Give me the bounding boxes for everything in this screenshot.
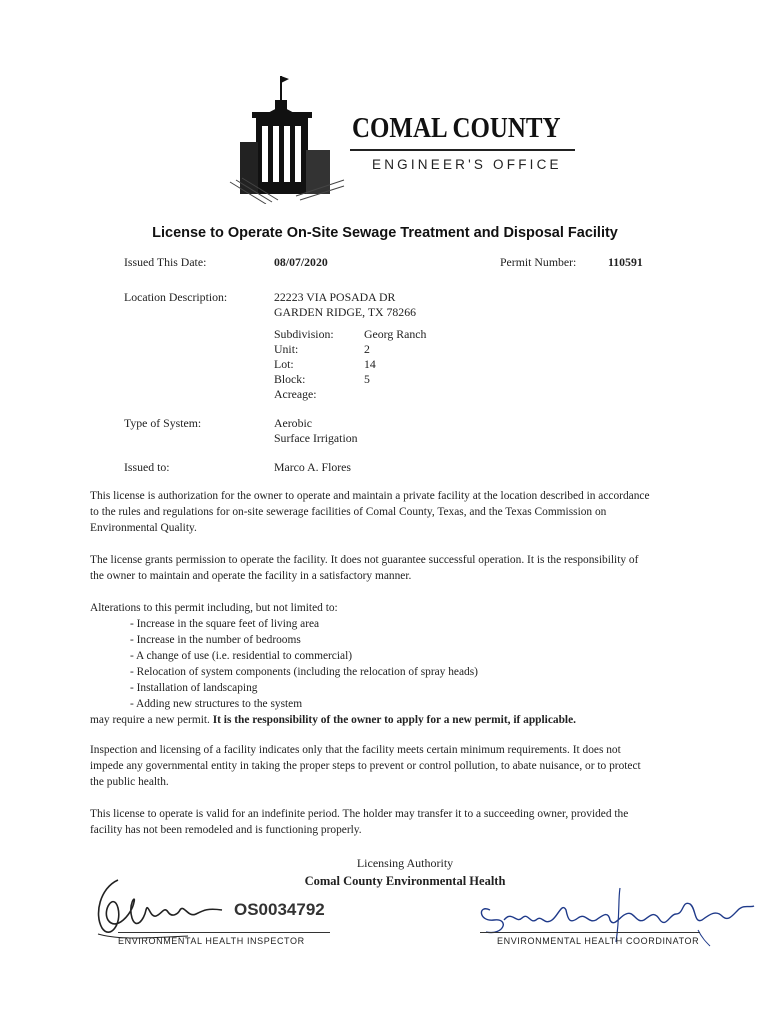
alteration-item: - Relocation of system components (including the relocation of spray heads)	[130, 666, 478, 678]
alterations-intro: Alterations to this permit including, but not limited to:	[90, 602, 338, 614]
alteration-item: - Increase in the number of bedrooms	[130, 634, 301, 646]
org-divider	[350, 149, 575, 151]
alteration-item: - A change of use (i.e. residential to commercial)	[130, 650, 353, 662]
coordinator-caption: ENVIRONMENTAL HEALTH COORDINATOR	[497, 936, 700, 946]
issued-to-label: Issued to:	[124, 460, 170, 474]
acreage-value	[364, 387, 426, 402]
alterations-conclusion	[90, 712, 650, 728]
unit-value: 2	[364, 342, 370, 356]
address-line-2: GARDEN RIDGE, TX 78266	[274, 305, 416, 319]
location-label: Location Description:	[124, 290, 228, 304]
unit-label: Unit:	[274, 342, 299, 356]
authority-name: Comal County Environmental Health	[304, 874, 506, 888]
address-line-1: 22223 VIA POSADA DR	[274, 290, 396, 304]
issued-to-value: Marco A. Flores	[274, 460, 351, 474]
lot-value: 14	[364, 357, 376, 371]
document-title: License to Operate On-Site Sewage Treatment and Disposal Facility	[152, 225, 618, 241]
alteration-item: - Installation of landscaping	[130, 682, 258, 694]
block-label: Block:	[274, 372, 306, 386]
permit-number-label: Permit Number:	[500, 255, 577, 269]
validity-paragraph: This license to operate is valid for an indefinite period. The holder may transfer it to a succeeding owner, provided the facility has not been remodeled and is functioning properly.	[90, 808, 629, 836]
subdivision-label: Subdivision:	[274, 327, 334, 341]
alteration-item: - Adding new structures to the system	[130, 698, 303, 710]
system-type-line-1: Aerobic	[274, 416, 312, 430]
issued-date-label: Issued This Date:	[124, 255, 207, 269]
alteration-item: - Increase in the square feet of living area	[130, 618, 320, 630]
permission-paragraph: The license grants permission to operate the facility. It does not guarantee successful operation. It is the responsibility of the owner to maintain and operate the facility in a satisfactory manner.	[90, 554, 639, 582]
inspector-number: OS0034792	[234, 900, 325, 919]
subdivision-value: Georg Ranch	[364, 327, 427, 341]
block-value: 5	[364, 372, 370, 386]
permit-number-value: 110591	[608, 255, 643, 269]
subdivision-values	[364, 327, 426, 402]
org-subtitle: ENGINEER'S OFFICE	[372, 157, 562, 172]
alterations-end-plain: may require a new permit.	[90, 714, 210, 726]
issued-date-value: 08/07/2020	[274, 255, 328, 269]
acreage-label: Acreage:	[274, 387, 317, 401]
inspector-signature-line	[118, 932, 330, 933]
system-type-label: Type of System:	[124, 416, 202, 430]
courthouse-logo	[226, 72, 346, 204]
system-type-line-2: Surface Irrigation	[274, 431, 358, 445]
inspection-paragraph: Inspection and licensing of a facility indicates only that the facility meets certain minimum requirements. It does not impede any governmental entity in taking the proper steps to prevent or control pollution, to abate nuisance, or to protect the public health.	[90, 744, 641, 788]
owner-responsibility-notice: It is the responsibility of the owner to apply for a new permit, if applicable.	[212, 714, 576, 726]
lot-label: Lot:	[274, 357, 294, 371]
inspector-caption: ENVIRONMENTAL HEALTH INSPECTOR	[118, 936, 305, 946]
org-name: COMAL COUNTY	[352, 112, 561, 144]
authorization-paragraph: This license is authorization for the owner to operate and maintain a private facility at the location described in accordance to the rules and regulations for on-site sewerage facilities of Comal County, Texas, and the Texas Commission on Environmental Quality.	[90, 490, 650, 534]
authority-label: Licensing Authority	[356, 856, 454, 870]
coordinator-signature-line	[480, 932, 700, 933]
subdivision-labels	[274, 327, 334, 402]
